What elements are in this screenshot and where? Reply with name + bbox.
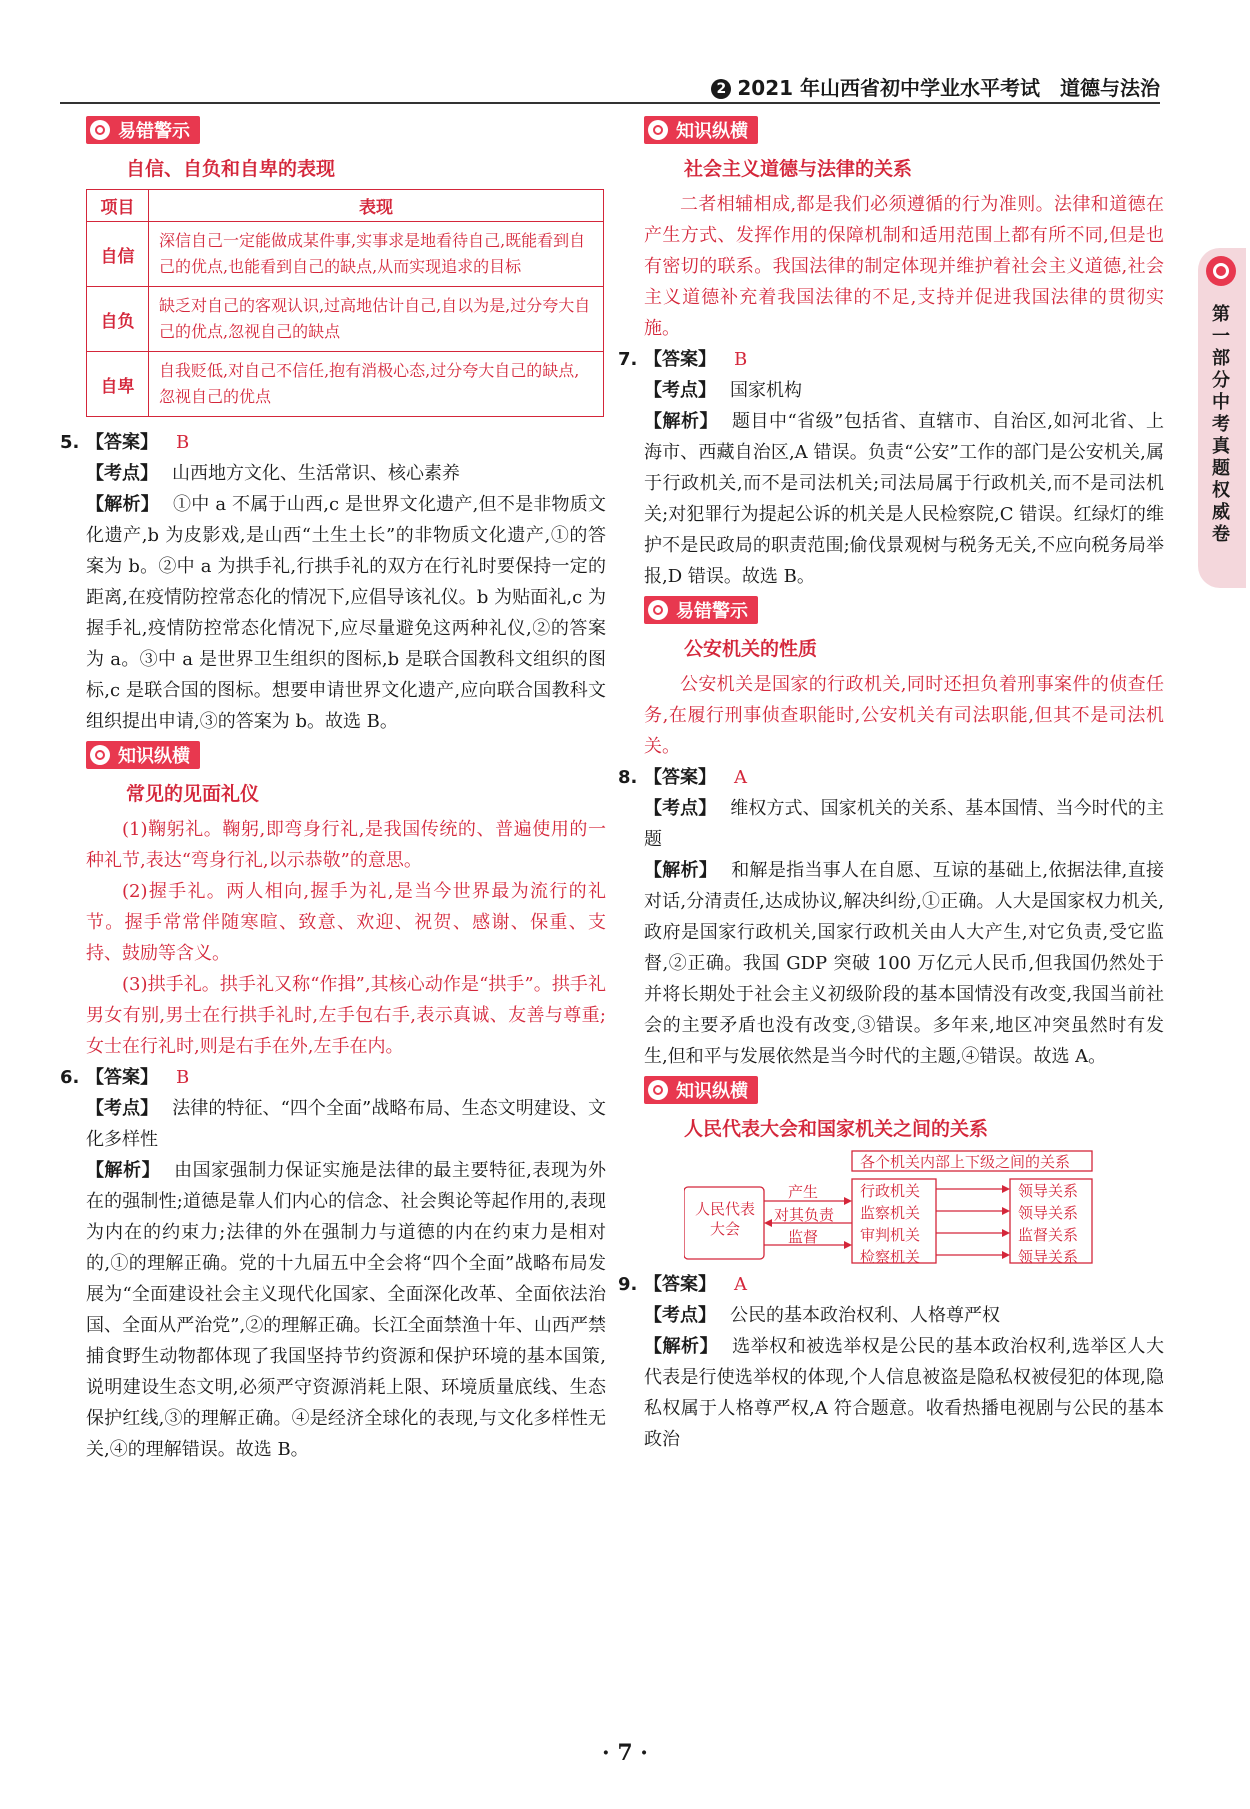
key-points: 山西地方文化、生活常识、核心素养: [172, 463, 460, 484]
know-title: 人民代表大会和国家机关之间的关系: [684, 1118, 989, 1140]
table-header: 表现: [149, 190, 604, 222]
know-para: (1)鞠躬礼。鞠躬,即弯身行礼,是我国传统的、普遍使用的一种礼节,表达“弯身行礼,以示恭敬”的意思。: [86, 819, 606, 871]
confidence-table: [86, 189, 604, 417]
key-points: 法律的特征、“四个全面”战略布局、生态文明建设、文化多样性: [86, 1098, 607, 1150]
target-icon: [90, 745, 110, 765]
question-number: 8.: [618, 767, 638, 788]
left-column: [60, 112, 607, 1465]
table-row: [87, 222, 604, 287]
page-header: [60, 68, 1160, 104]
table-row: [87, 287, 604, 352]
key-points: 公民的基本政治权利、人格尊严权: [730, 1305, 1000, 1326]
diagram-relation: 领导关系: [1018, 1204, 1079, 1222]
warn-para: 公安机关是国家的行政机关,同时还担负着刑事案件的侦查任务,在履行刑事侦查职能时,公安机关有司法职能,但其不是司法机关。: [644, 674, 1164, 757]
know-tag: 知识纵横: [644, 116, 758, 144]
warn-tag: 易错警示: [644, 596, 758, 624]
know-tag: 知识纵横: [644, 1076, 758, 1104]
diagram-npc-box: 人民代表大会: [694, 1200, 755, 1238]
question-7: 7. 【答案】 B 【考点】 国家机构 【解析】 题目中“省级”包括省、直辖市、自治区,如河北省、上海市、西藏自治区,A 错误。负责“公安”工作的部门是公安机关,属于行政机关,而不是司法机关;司法局属于行政机关,而不是司法机关;对犯罪行为提起公诉的机关是人民检察院,C 错误。红绿灯的维护不是民政局的职责范围;偷伐景观树与税务无关,不应向税务局举报,D 错误。故选 B。: [644, 344, 1164, 592]
question-number: 5.: [60, 432, 80, 453]
key-points: 维权方式、国家机关的关系、基本国情、当今时代的主题: [644, 798, 1164, 850]
know-tag: 知识纵横: [86, 741, 200, 769]
page-number: · 7 ·: [602, 1740, 648, 1766]
warn-title: 公安机关的性质: [684, 638, 818, 660]
target-icon: [648, 1080, 668, 1100]
question-9: 9. 【答案】 A 【考点】 公民的基本政治权利、人格尊严权 【解析】 选举权和被选举权是公民的基本政治权利,选举区人大代表是行使选举权的体现,个人信息被盗是隐私权被侵犯的体现,隐私权属于人格尊严权,A 符合题意。收看热播电视剧与公民的基本政治: [644, 1269, 1164, 1455]
know-para: (2)握手礼。两人相向,握手为礼,是当今世界最为流行的礼节。握手常常伴随寒暄、致意、欢迎、祝贺、感谢、保重、支持、鼓励等含义。: [86, 881, 606, 964]
table-cell: 缺乏对自己的客观认识,过高地估计自己,自以为是,过分夸大自己的优点,忽视自己的缺点: [149, 287, 604, 352]
diagram-relation: 领导关系: [1018, 1248, 1079, 1266]
question-number: 7.: [618, 349, 638, 370]
header-subject: 道德与法治: [1060, 76, 1160, 100]
table-cell: 自我贬低,对自己不信任,抱有消极心态,过分夸大自己的缺点,忽视自己的优点: [149, 352, 604, 417]
header-badge: 2: [711, 79, 731, 99]
know-title: 社会主义道德与法律的关系: [684, 158, 913, 180]
target-icon: [90, 120, 110, 140]
diagram-arrow-label: 监督: [788, 1228, 819, 1246]
analysis: 和解是指当事人在自愿、互谅的基础上,依据法律,直接对话,分清责任,达成协议,解决纠纷,①正确。人大是国家权力机关,政府是国家行政机关,国家行政机关由人大产生,对它负责,受它监督,②正确。我国 GDP 突破 100 万亿元人民币,但我国仍然处于并将长期处于社会主义初级阶段的基本国情没有改变,我国当前社会的主要矛盾也没有改变,③错误。多年来,地区冲突虽然时有发生,但和平与发展依然是当今时代的主题,④错误。故选 A。: [644, 860, 1165, 1067]
diagram-arrow-label: 产生: [788, 1183, 819, 1201]
diagram-organ: 审判机关: [860, 1226, 921, 1244]
diagram-organ: 检察机关: [860, 1248, 921, 1266]
diagram-arrow-label: 对其负责: [774, 1206, 835, 1224]
answer: B: [176, 1067, 190, 1088]
target-icon: [648, 600, 668, 620]
table-header-row: [87, 190, 604, 222]
know-para: 二者相辅相成,都是我们必须遵循的行为准则。法律和道德在产生方式、发挥作用的保障机制和适用范围上都有所不同,但是也有密切的联系。我国法律的制定体现并维护着社会主义道德,社会主义道德补充着我国法律的不足,支持并促进我国法律的贯彻实施。: [644, 194, 1164, 339]
side-tab: [1198, 248, 1246, 588]
warn-title: 自信、自负和自卑的表现: [126, 158, 336, 180]
analysis: ①中 a 不属于山西,c 是世界文化遗产,但不是非物质文化遗产,b 为皮影戏,是山西“土生土长”的非物质文化遗产,①的答案为 b。②中 a 为拱手礼,行拱手礼的双方在行礼时要保持一定的距离,在疫情防控常态化的情况下,应倡导该礼仪。b 为贴面礼,c 为握手礼,疫情防控常态化情况下,应尽量避免这两种礼仪,②的答案为 a。③中 a 是世界卫生组织的图标,b 是联合国教科文组织的图标,c 是联合国的图标。想要申请世界文化遗产,应向联合国教科文组织提出申请,③的答案为 b。故选 B。: [86, 494, 607, 732]
key-points: 国家机构: [730, 380, 802, 401]
header-title: [711, 72, 1160, 101]
table-row: [87, 352, 604, 417]
diagram-organ: 监察机关: [860, 1204, 921, 1222]
table-cell: 自信: [87, 222, 149, 287]
target-icon: [1206, 256, 1236, 286]
analysis: 选举权和被选举权是公民的基本政治权利,选举区人大代表是行使选举权的体现,个人信息被盗是隐私权被侵犯的体现,隐私权属于人格尊严权,A 符合题意。收看热播电视剧与公民的基本政治: [644, 1336, 1164, 1450]
question-8: 8. 【答案】 A 【考点】 维权方式、国家机关的关系、基本国情、当今时代的主题 【解析】 和解是指当事人在自愿、互谅的基础上,依据法律,直接对话,分清责任,达成协议,解决纠纷,①正确。人大是国家权力机关,政府是国家行政机关,国家行政机关由人大产生,对它负责,受它监督,②正确。我国 GDP 突破 100 万亿元人民币,但我国仍然处于并将长期处于社会主义初级阶段的基本国情没有改变,我国当前社会的主要矛盾也没有改变,③错误。多年来,地区冲突虽然时有发生,但和平与发展依然是当今时代的主题,④错误。故选 A。: [644, 762, 1164, 1072]
right-column: [618, 112, 1165, 1455]
analysis: 题目中“省级”包括省、直辖市、自治区,如河北省、上海市、西藏自治区,A 错误。负责“公安”工作的部门是公安机关,属于行政机关,而不是司法机关;司法局属于行政机关,而不是司法机关;对犯罪行为提起公诉的机关是人民检察院,C 错误。红绿灯的维护不是民政局的职责范围;偷伐景观树与税务无关,不应向税务局举报,D 错误。故选 B。: [644, 411, 1165, 587]
question-number: 6.: [60, 1067, 80, 1088]
answer: B: [734, 349, 748, 370]
side-tab-text: 第一部分 中考真题 权威卷: [1212, 304, 1230, 545]
diagram-organ: 行政机关: [860, 1182, 921, 1200]
table-header: 项目: [87, 190, 149, 222]
diagram-relation: 领导关系: [1018, 1182, 1079, 1200]
question-5: 5. 【答案】 B 【考点】 山西地方文化、生活常识、核心素养 【解析】 ①中 a 不属于山西,c 是世界文化遗产,但不是非物质文化遗产,b 为皮影戏,是山西“土生土长”的非物质文化遗产,①的答案为 b。②中 a 为拱手礼,行拱手礼的双方在行礼时要保持一定的距离,在疫情防控常态化的情况下,应倡导该礼仪。b 为贴面礼,c 为握手礼,疫情防控常态化情况下,应尽量避免这两种礼仪,②的答案为 a。③中 a 是世界卫生组织的图标,b 是联合国教科文组织的图标,c 是联合国的图标。想要申请世界文化遗产,应向联合国教科文组织提出申请,③的答案为 b。故选 B。: [86, 427, 606, 737]
answer: A: [734, 1274, 747, 1295]
table-cell: 自负: [87, 287, 149, 352]
npc-relation-diagram: [684, 1149, 1114, 1269]
know-para: (3)拱手礼。拱手礼又称“作揖”,其核心动作是“拱手”。拱手礼男女有别,男士在行拱手礼时,左手包右手,表示真诚、友善与尊重;女士在行礼时,则是右手在外,左手在内。: [86, 974, 606, 1057]
warn-tag: 易错警示: [86, 116, 200, 144]
question-number: 9.: [618, 1274, 638, 1295]
table-cell: 自卑: [87, 352, 149, 417]
table-cell: 深信自己一定能做成某件事,实事求是地看待自己,既能看到自己的优点,也能看到自己的缺点,从而实现追求的目标: [149, 222, 604, 287]
answer: B: [176, 432, 190, 453]
header-exam-title: 2021 年山西省初中学业水平考试: [737, 76, 1040, 100]
diagram-top-label: 各个机关内部上下级之间的关系: [860, 1153, 1071, 1171]
diagram-relation: 监督关系: [1018, 1226, 1079, 1244]
answer: A: [734, 767, 747, 788]
target-icon: [648, 120, 668, 140]
question-6: 6. 【答案】 B 【考点】 法律的特征、“四个全面”战略布局、生态文明建设、文化多样性 【解析】 由国家强制力保证实施是法律的最主要特征,表现为外在的强制性;道德是靠人们内心的信念、社会舆论等起作用的,表现为内在的约束力;法律的外在强制力与道德的内在约束力是相对的,①的理解正确。党的十九届五中全会将“四个全面”战略布局发展为“全面建设社会主义现代化国家、全面深化改革、全面依法治国、全面从严治党”,②的理解正确。长江全面禁渔十年、山西严禁捕食野生动物都体现了我国坚持节约资源和保护环境的基本国策,说明建设生态文明,必须严守资源消耗上限、环境质量底线、生态保护红线,③的理解正确。④是经济全球化的表现,与文化多样性无关,④的理解错误。故选 B。: [86, 1062, 606, 1465]
analysis: 由国家强制力保证实施是法律的最主要特征,表现为外在的强制性;道德是靠人们内心的信念、社会舆论等起作用的,表现为内在的约束力;法律的外在强制力与道德的内在约束力是相对的,①的理解正确。党的十九届五中全会将“四个全面”战略布局发展为“全面建设社会主义现代化国家、全面深化改革、全面依法治国、全面从严治党”,②的理解正确。长江全面禁渔十年、山西严禁捕食野生动物都体现了我国坚持节约资源和保护环境的基本国策,说明建设生态文明,必须严守资源消耗上限、环境质量底线、生态保护红线,③的理解正确。④是经济全球化的表现,与文化多样性无关,④的理解错误。故选 B。: [86, 1160, 606, 1460]
know-title: 常见的见面礼仪: [126, 783, 260, 805]
